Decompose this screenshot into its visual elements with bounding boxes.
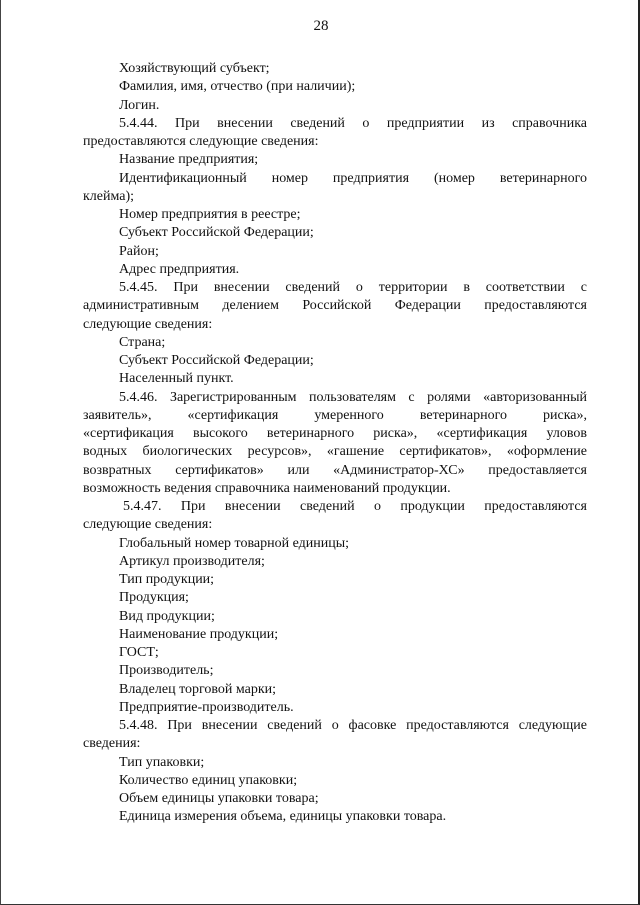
text-line: Тип продукции; [119,572,215,587]
text-line: Тип упаковки; [119,754,205,770]
text-line: Страна; [119,334,166,350]
text-line: Предприятие-производитель. [119,699,294,715]
text-line: Вид продукции; [119,608,215,624]
text-line: Логин. [119,97,160,113]
text-line: Артикул производителя; [119,553,265,569]
text-line: клейма); [83,188,135,204]
text-line: Субъект Российской Федерации; [119,225,314,241]
text-line: 5.4.48. При внесении сведений о фасовке предоставляются следующие [119,718,587,733]
text-line: «сертификация высокого ветеринарного риска», «сертификация уловов [83,426,587,441]
text-line: 5.4.44. При внесении сведений о предприятии из справочника [119,115,587,131]
text-line: заявитель», «сертификация умеренного ветеринарного риска», [83,407,587,423]
text-line: ГОСТ; [119,645,159,660]
text-line: 5.4.46. Зарегистрированным пользователям с ролями «авторизованный [119,389,587,405]
text-line: Единица измерения объема, единицы упаковки товара. [119,809,447,825]
text-line: Название предприятия; [119,152,259,168]
text-line: предоставляются следующие сведения: [83,134,319,149]
text-line: Субъект Российской Федерации; [119,353,314,368]
text-line: Хозяйствующий субъект; [119,61,270,76]
text-line: возвратных сертификатов» или «Администратор-ХС» предоставляется [83,462,587,478]
text-line: водных биологических ресурсов», «гашение сертификатов», «оформление [83,444,587,460]
text-line: административным делением Российской Федерации предоставляются [83,298,587,314]
text-line: следующие сведения: [83,517,213,533]
text-line: Глобальный номер товарной единицы; [119,535,350,551]
text-line: Населенный пункт. [119,371,234,387]
text-line: Фамилия, имя, отчество (при наличии); [119,79,356,95]
text-line: сведения: [83,736,141,752]
page-number: 28 [313,18,329,34]
text-line: 5.4.47. При внесении сведений о продукции предоставляются [123,499,587,514]
text-line: Адрес предприятия. [119,261,240,277]
text-line: Продукция; [119,590,189,606]
text-line: Наименование продукции; [119,626,279,642]
document-body [83,60,587,827]
text-line: Количество единиц упаковки; [119,772,298,788]
text-line: Район; [119,243,159,259]
text-line: Производитель; [119,663,214,679]
text-line: Номер предприятия в реестре; [119,207,301,222]
text-line: 5.4.45. При внесении сведений о территории в соответствии с [119,280,587,295]
text-line: следующие сведения: [83,316,213,332]
text-line: Объем единицы упаковки товара; [119,791,319,806]
text-line: Идентификационный номер предприятия (номер ветеринарного [119,170,587,186]
text-line: возможность ведения справочника наименований продукции. [83,480,451,496]
text-line: Владелец торговой марки; [119,681,277,697]
